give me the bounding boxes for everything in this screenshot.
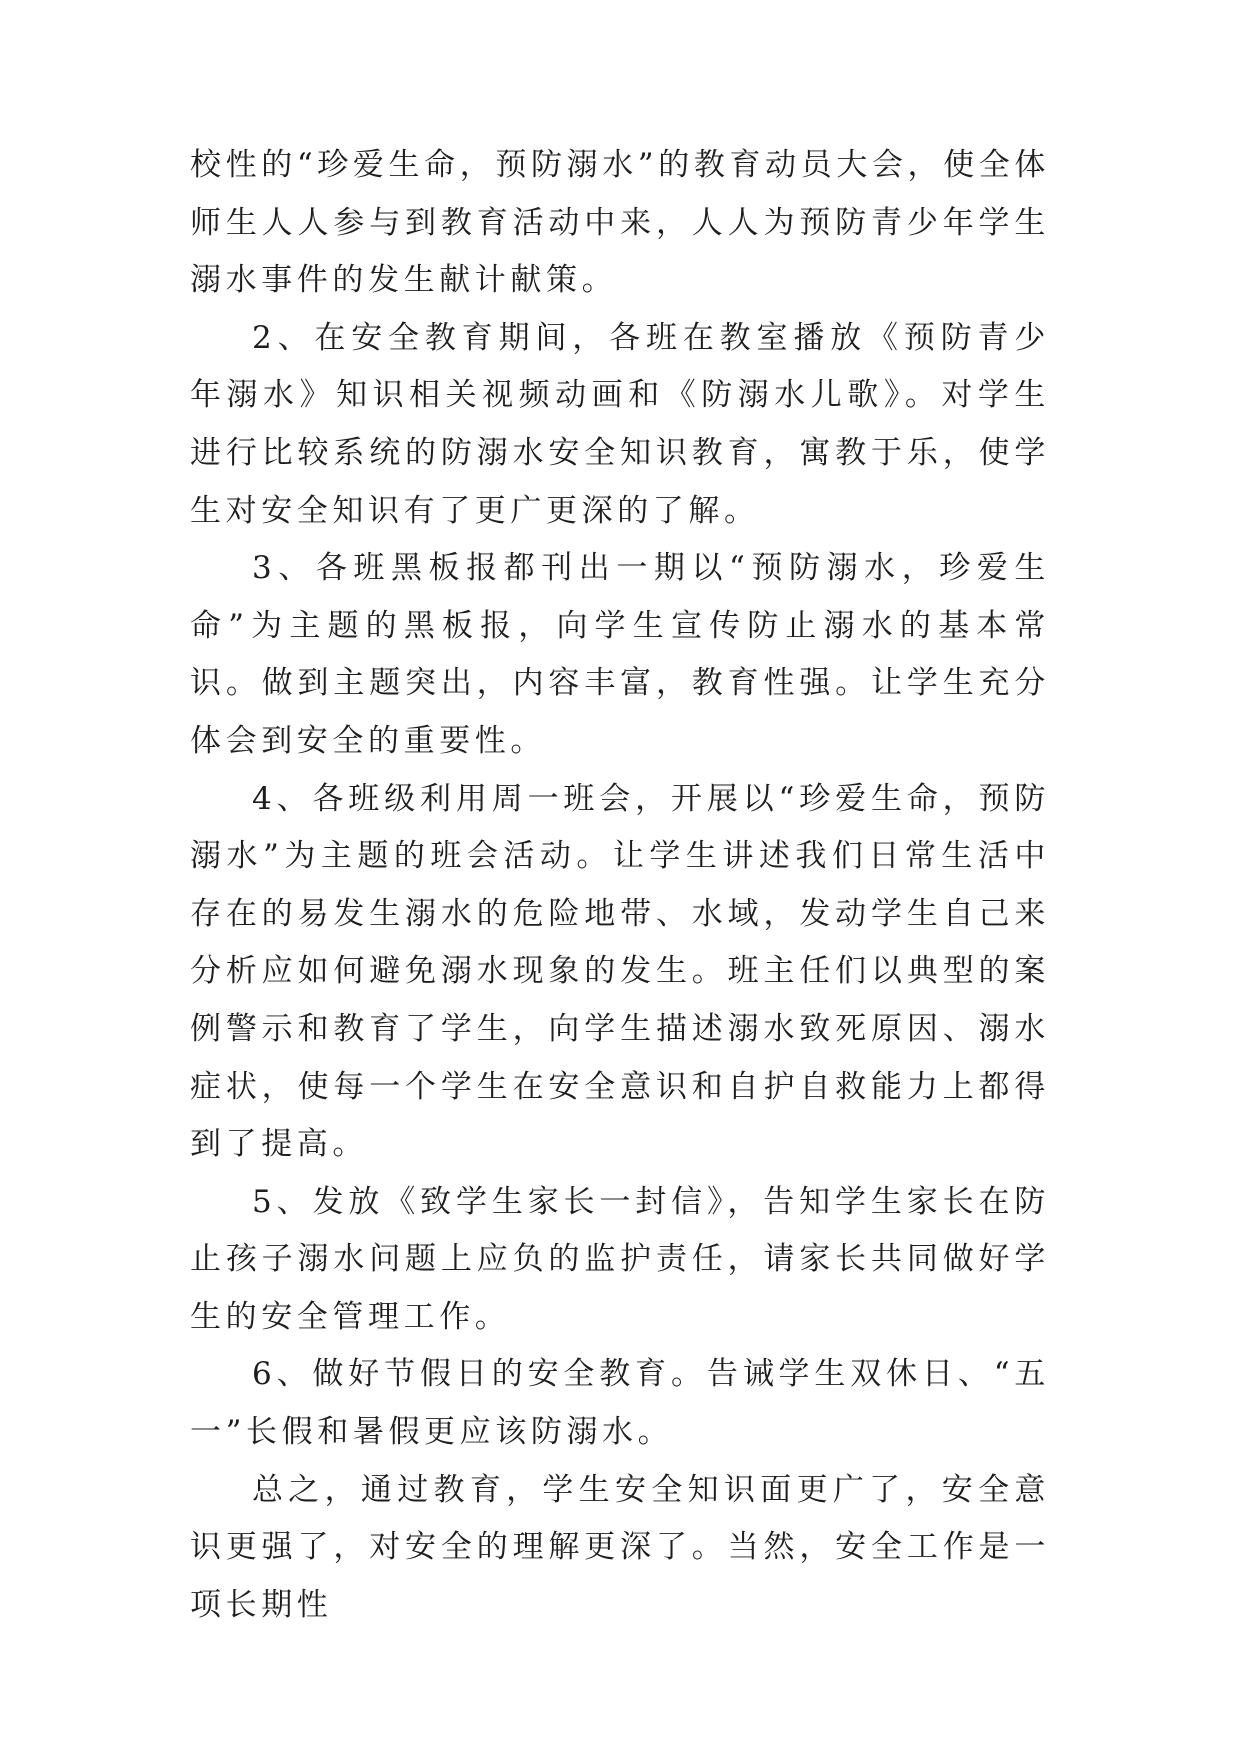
paragraph-summary: 总之，通过教育，学生安全知识面更广了，安全意识更强了，对安全的理解更深了。当然，安全工作是一项长期性	[190, 1471, 1050, 1623]
paragraph-item-2: 2、在安全教育期间，各班在教室播放《预防青少年溺水》知识相关视频动画和《防溺水儿歌》。对学生进行比较系统的防溺水安全知识教育，寓教于乐，使学生对安全知识有了更广更深的了解。	[190, 319, 1050, 529]
paragraph-continuation: 校性的“珍爱生命，预防溺水”的教育动员大会，使全体师生人人参与到教育活动中来，人人为预防青少年学生溺水事件的发生献计献策。	[190, 147, 1050, 299]
paragraph-item-3: 3、各班黑板报都刊出一期以“预防溺水，珍爱生命”为主题的黑板报，向学生宣传防止溺水的基本常识。做到主题突出，内容丰富，教育性强。让学生充分体会到安全的重要性。	[190, 550, 1050, 759]
paragraph-item-4: 4、各班级利用周一班会，开展以“珍爱生命，预防溺水”为主题的班会活动。让学生讲述我们日常生活中存在的易发生溺水的危险地带、水域，发动学生自己来分析应如何避免溺水现象的发生。班主任们以典型的案例警示和教育了学生，向学生描述溺水致死原因、溺水症状，使每一个学生在安全意识和自护自救能力上都得到了提高。	[190, 780, 1050, 1163]
document-body	[190, 137, 1050, 1634]
paragraph-item-5: 5、发放《致学生家长一封信》，告知学生家长在防止孩子溺水问题上应负的监护责任，请家长共同做好学生的安全管理工作。	[190, 1183, 1050, 1335]
paragraph-item-6: 6、做好节假日的安全教育。告诫学生双休日、“五一”长假和暑假更应该防溺水。	[190, 1356, 1050, 1451]
